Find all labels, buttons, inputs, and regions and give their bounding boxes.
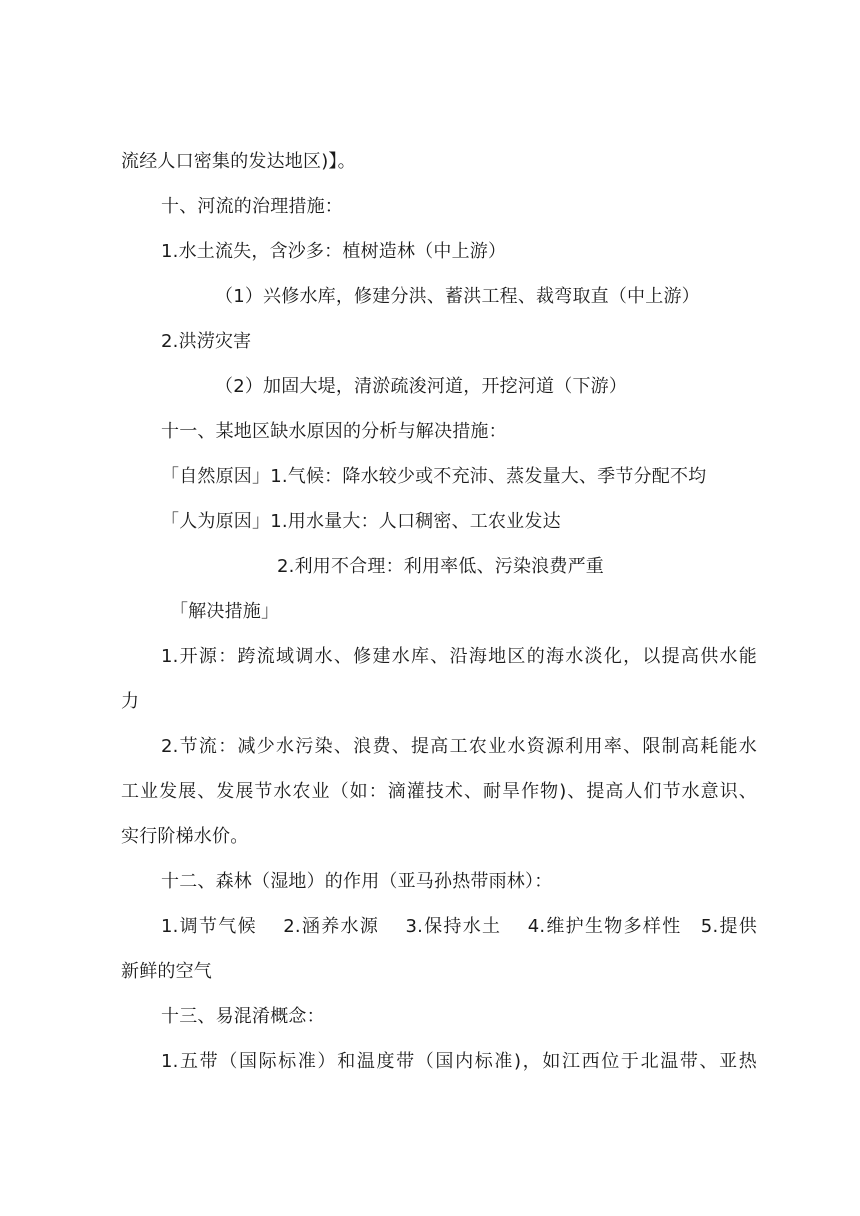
paragraph-line: 力 bbox=[121, 691, 140, 712]
sub-item: （1）兴修水库，修建分洪、蓄洪工程、裁弯取直（中上游） bbox=[215, 286, 700, 307]
paragraph-line: 1.开源：跨流域调水、修建水库、沿海地区的海水淡化，以提高供水能 bbox=[161, 646, 757, 667]
paragraph-line: 1.五带（国际标准）和温度带（国内标准)，如江西位于北温带、亚热 bbox=[161, 1051, 757, 1072]
list-item: 2.洪涝灾害 bbox=[161, 331, 252, 352]
paragraph-line: 工业发展、发展节水农业（如：滴灌技术、耐旱作物)、提高人们节水意识、 bbox=[121, 781, 757, 802]
solutions-heading: 「解决措施」 bbox=[170, 601, 280, 622]
section-heading-10: 十、河流的治理措施： bbox=[161, 196, 343, 217]
list-item: 1.水土流失，含沙多：植树造林（中上游） bbox=[161, 241, 507, 262]
paragraph-line: 1.调节气候 2.涵养水源 3.保持水土 4.维护生物多样性 5.提供 bbox=[161, 916, 757, 937]
section-heading-12: 十二、森林（湿地）的作用（亚马孙热带雨林）： bbox=[161, 871, 553, 892]
paragraph-line: 流经人口密集的发达地区)】。 bbox=[121, 151, 356, 172]
section-heading-11: 十一、某地区缺水原因的分析与解决措施： bbox=[161, 421, 507, 442]
paragraph-line: 新鲜的空气 bbox=[121, 961, 212, 982]
paragraph-line: 2.节流：减少水污染、浪费、提高工农业水资源利用率、限制高耗能水 bbox=[161, 736, 757, 757]
human-cause-subline: 2.利用不合理：利用率低、污染浪费严重 bbox=[277, 556, 604, 577]
human-cause-line: 「人为原因」1.用水量大：人口稠密、工农业发达 bbox=[161, 511, 561, 532]
paragraph-line: 实行阶梯水价。 bbox=[121, 826, 249, 847]
sub-item: （2）加固大堤，清淤疏浚河道，开挖河道（下游） bbox=[215, 376, 628, 397]
natural-cause-line: 「自然原因」1.气候：降水较少或不充沛、蒸发量大、季节分配不均 bbox=[161, 466, 707, 487]
section-heading-13: 十三、易混淆概念： bbox=[161, 1006, 325, 1027]
